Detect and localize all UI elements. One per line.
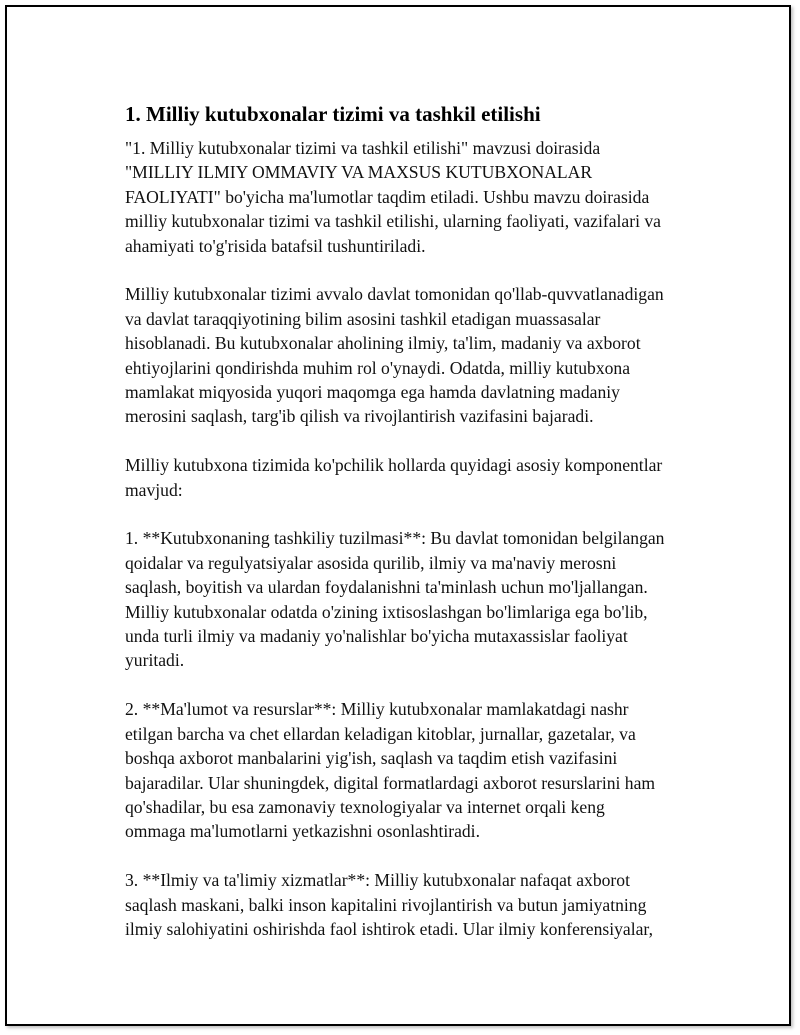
- text-line: qo'shadilar, bu esa zamonaviy texnologiyalar va internet orqali keng: [125, 796, 605, 817]
- list-item-information-resources: [125, 697, 705, 843]
- list-item-scientific-services: [125, 868, 705, 941]
- text-line: ahamiyati to'g'risida batafsil tushuntiriladi.: [125, 235, 426, 256]
- text-line: qoidalar va regulyatsiyalar asosida qurilib, ilmiy va ma'naviy merosni: [125, 552, 617, 573]
- text-line: unda turli ilmiy va madaniy yo'nalishlar bo'yicha mutaxassislar faoliyat: [125, 626, 628, 647]
- document-body: [125, 100, 705, 966]
- text-line: yuritadi.: [125, 650, 185, 671]
- list-item-organizational-structure: [125, 526, 705, 672]
- paragraph-components-intro: [125, 453, 705, 502]
- document-page: [5, 5, 791, 1026]
- text-line: bajaradilar. Ular shuningdek, digital formatlardagi axborot resurslarini ham: [125, 772, 656, 793]
- text-line: 2. **Ma'lumot va resurslar**: Milliy kutubxonalar mamlakatdagi nashr: [125, 699, 629, 720]
- text-line: saqlash maskani, balki inson kapitalini rivojlantirish va butun jamiyatning: [125, 894, 647, 915]
- text-line: "1. Milliy kutubxonalar tizimi va tashkil etilishi" mavzusi doirasida: [125, 138, 601, 158]
- text-line: boshqa axborot manbalarini yig'ish, saqlash va taqdim etish vazifasini: [125, 748, 618, 769]
- text-line: FAOLIYATI" bo'yicha ma'lumotlar taqdim etiladi. Ushbu mavzu doirasida: [125, 186, 650, 207]
- text-line: mamlakat miqyosida yuqori maqomga ega hamda davlatning madaniy: [125, 382, 620, 403]
- text-line: merosini saqlash, targ'ib qilish va rivojlantirish vazifasini bajaradi.: [125, 406, 594, 427]
- paragraph-intro: [125, 136, 705, 258]
- paragraph-system-overview: [125, 282, 705, 428]
- text-line: mavjud:: [125, 479, 183, 500]
- text-line: ehtiyojlarini qondirishda muhim rol o'ynaydi. Odatda, milliy kutubxona: [125, 357, 631, 378]
- text-line: milliy kutubxonalar tizimi va tashkil etilishi, ularning faoliyati, vazifalari va: [125, 211, 661, 232]
- text-line: Milliy kutubxonalar odatda o'zining ixtisoslashgan bo'limlariga ega bo'lib,: [125, 601, 648, 622]
- section-heading: 1. Milliy kutubxonalar tizimi va tashkil etilishi: [125, 102, 541, 126]
- text-line: 1. **Kutubxonaning tashkiliy tuzilmasi**: Bu davlat tomonidan belgilangan: [125, 528, 665, 549]
- text-line: Milliy kutubxona tizimida ko'pchilik hollarda quyidagi asosiy komponentlar: [125, 455, 663, 476]
- text-line: etilgan barcha va chet ellardan keladigan kitoblar, jurnallar, gazetalar, va: [125, 723, 636, 744]
- text-line: Milliy kutubxonalar tizimi avvalo davlat tomonidan qo'llab-quvvatlanadigan: [125, 284, 664, 305]
- text-line: va davlat taraqqiyotining bilim asosini tashkil etadigan muassasalar: [125, 308, 601, 329]
- text-line: hisoblanadi. Bu kutubxonalar aholining ilmiy, ta'lim, madaniy va axborot: [125, 333, 641, 354]
- text-line: saqlash, boyitish va ulardan foydalanishni ta'minlash uchun mo'ljallangan.: [125, 577, 648, 598]
- text-line: ilmiy salohiyatini oshirishda faol ishtirok etadi. Ular ilmiy konferensiyalar,: [125, 918, 653, 939]
- text-line: ommaga ma'lumotlarni yetkazishni osonlashtiradi.: [125, 821, 480, 842]
- text-line: "MILLIY ILMIY OMMAVIY VA MAXSUS KUTUBXONALAR: [125, 162, 593, 183]
- text-line: 3. **Ilmiy va ta'limiy xizmatlar**: Milliy kutubxonalar nafaqat axborot: [125, 870, 630, 891]
